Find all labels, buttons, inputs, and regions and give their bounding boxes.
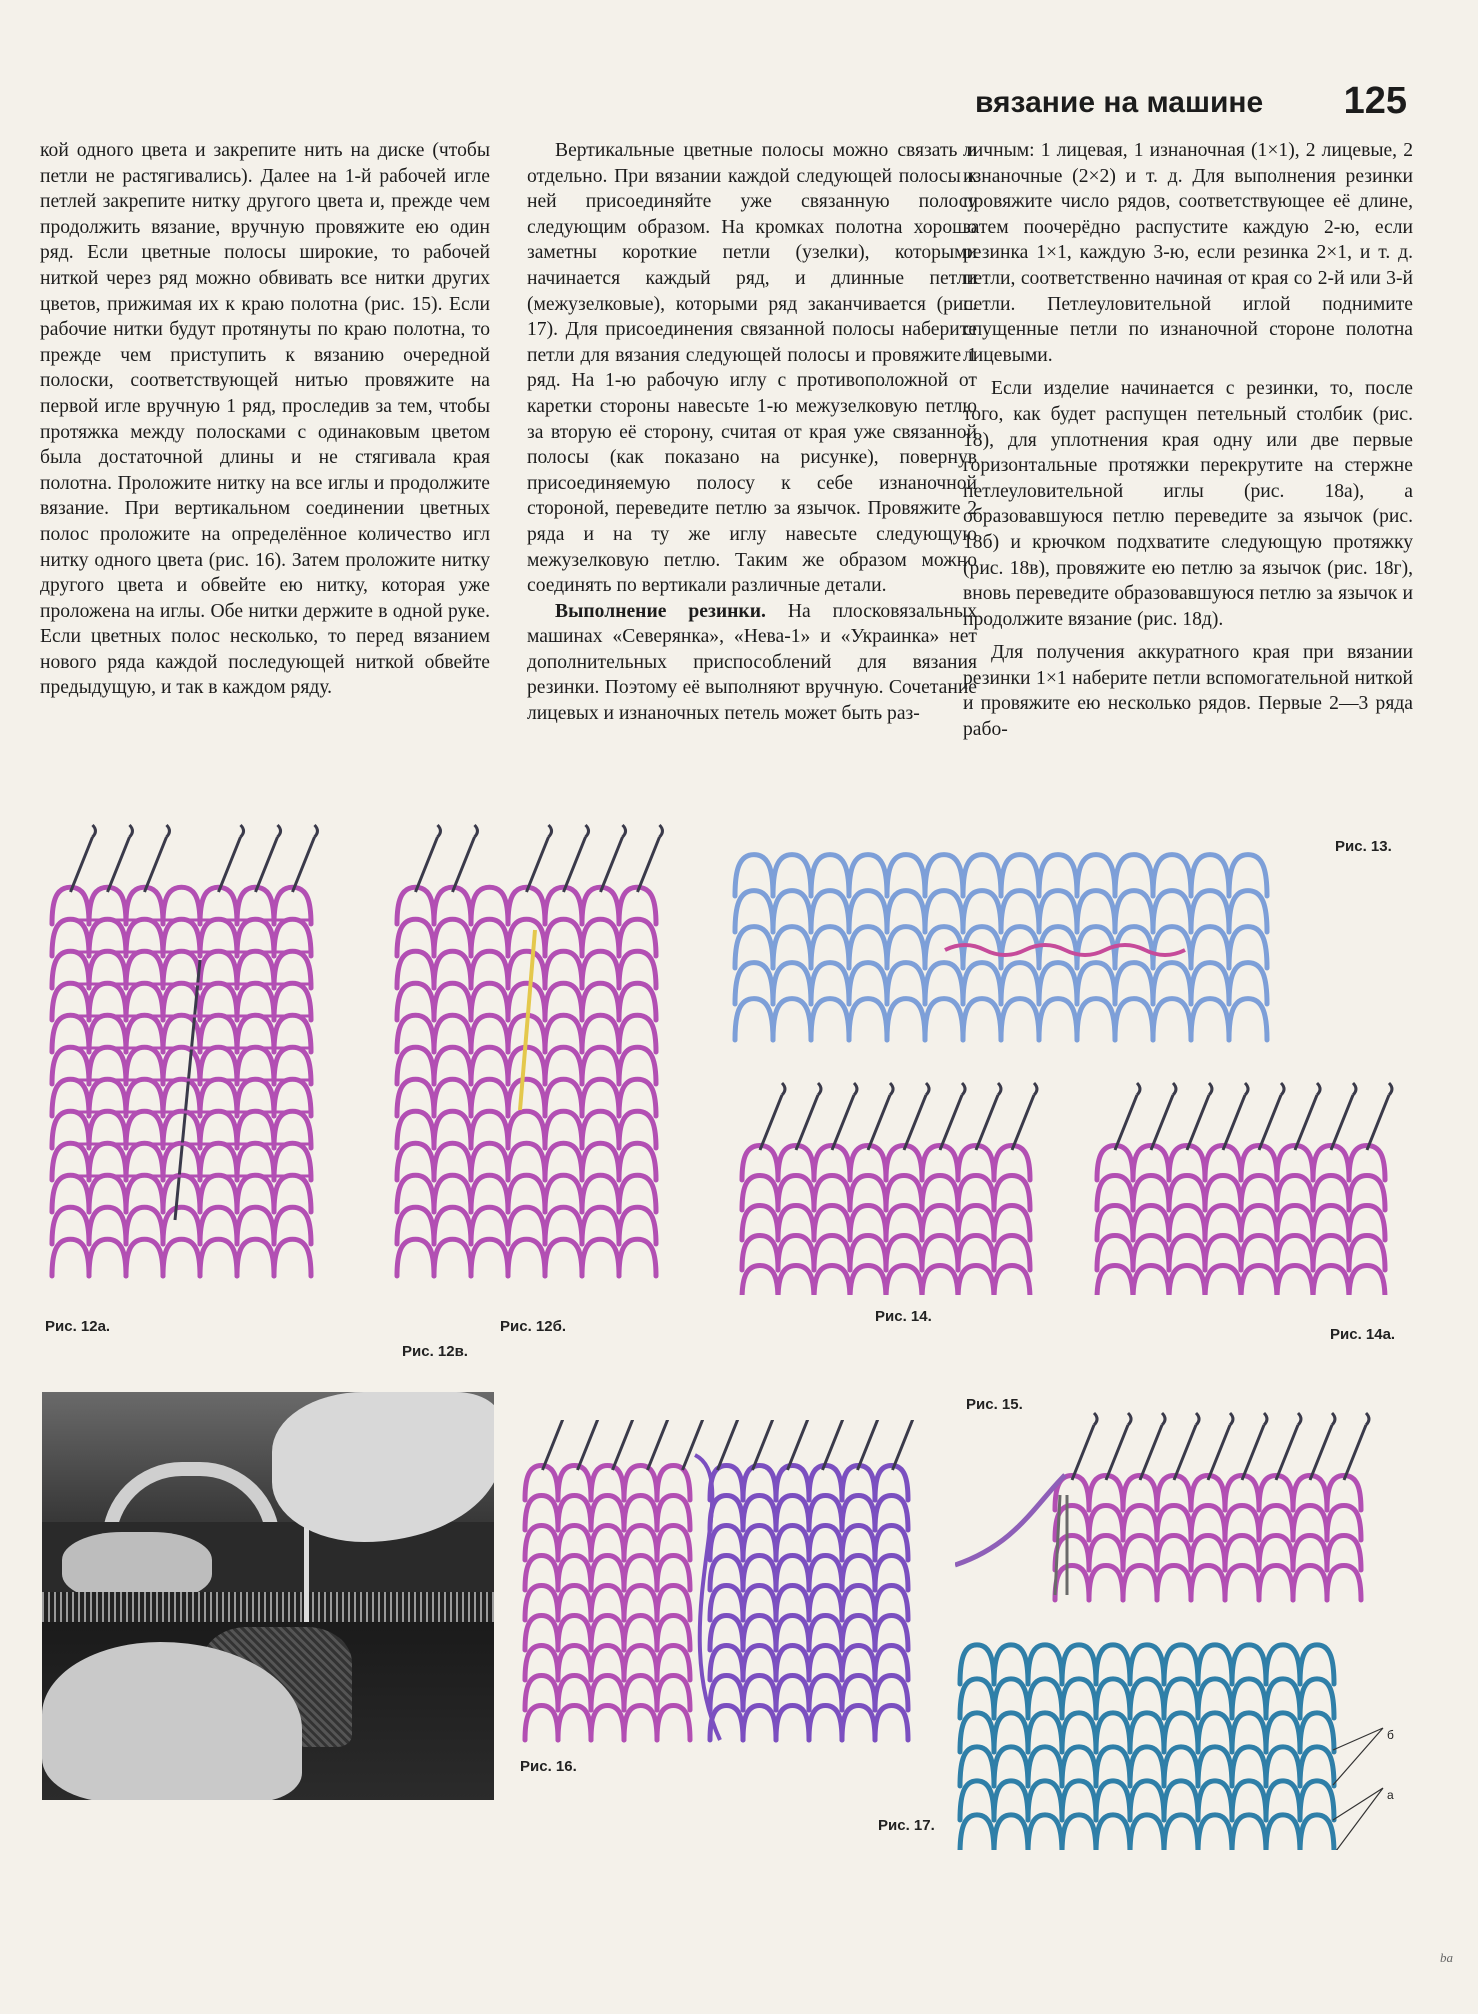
photo-knitting-machine: [42, 1392, 494, 1800]
needle: [71, 825, 96, 892]
paragraph: [527, 599, 977, 727]
stitch-loop: [842, 1706, 875, 1741]
needle: [1276, 1413, 1301, 1480]
needle: [1223, 1083, 1248, 1150]
stitch-loop: [52, 1239, 89, 1276]
stitch-loop: [1028, 1815, 1062, 1850]
stitch-loop: [850, 1266, 886, 1296]
figure-12b: [385, 820, 675, 1290]
needle: [976, 1083, 1001, 1150]
needle: [256, 825, 281, 892]
stitch-grid: [960, 1645, 1334, 1850]
stitch-loop: [1001, 999, 1039, 1040]
needle: [1242, 1413, 1267, 1480]
stitch-loop: [397, 1239, 434, 1276]
figure-14a: [1085, 1075, 1405, 1295]
figure-13: [725, 820, 1305, 1045]
needle: [527, 825, 552, 892]
stitch-loop: [89, 1239, 126, 1276]
stitch-loop: [809, 1706, 842, 1741]
stitch-loop: [994, 1266, 1030, 1296]
stitch-grid: [742, 1146, 1030, 1296]
stitch-loop: [1097, 1266, 1133, 1296]
stitch-loop: [849, 999, 887, 1040]
stitch-loop: [778, 1266, 814, 1296]
stitch-loop: [434, 1239, 471, 1276]
needle: [1367, 1083, 1392, 1150]
stitch-loop: [525, 1706, 558, 1741]
needle: [940, 1083, 965, 1150]
stitch-loop: [1039, 999, 1077, 1040]
stitch-loop: [1277, 1266, 1313, 1296]
stitch-loop: [1157, 1566, 1191, 1601]
stitch-loop: [1198, 1815, 1232, 1850]
paragraph: Вертикальные цветные полосы можно связать и отдельно. При вязании каждой следующей полосы к ней присоединяйте уже связанную полосу следующим образом. На кромках полотна хорошо заметны короткие петли (узелки), которыми начинается каждый ряд, и длинные петли (межузелковые), которыми ряд заканчивается (рис. 17). Для присоединения связанной полосы наберите петли для вязания следующей полосы и провяжите 1 ряд. На 1-ю рабочую иглу с противоположной от каретки стороны навесьте 1-ю межузелковую петлю за вторую её сторону, считая от края уже связанной полосы (как показано на рисунке), повернув присоединяемую полосу к себе изнаночной стороной, переведите петлю за язычок. Провяжите 2 ряда и на ту же иглу навесьте следующую межузелковую петлю. Таким же образом можно соединять по вертикали различные детали.: [527, 140, 977, 597]
needle: [753, 1420, 778, 1470]
stitch-loop: [1349, 1266, 1385, 1296]
needle: [718, 1420, 743, 1470]
stitch-loop: [1327, 1566, 1361, 1601]
needle: [564, 825, 589, 892]
stitch-grid: [1097, 1146, 1385, 1296]
stitch-loop: [558, 1706, 591, 1741]
text-column-3: [963, 138, 1413, 743]
caption-fig15: Рис. 15.: [966, 1396, 1023, 1413]
stitch-loop: [742, 1266, 778, 1296]
stitch-loop: [237, 1239, 274, 1276]
needle: [893, 1420, 918, 1470]
needle: [1174, 1413, 1199, 1480]
needle: [416, 825, 441, 892]
stitch-loop: [657, 1706, 690, 1741]
stitch-loop: [925, 999, 963, 1040]
stitch-loop: [1266, 1815, 1300, 1850]
caption-fig16: Рис. 16.: [520, 1758, 577, 1775]
pointer-lines: [1333, 1728, 1383, 1850]
needle: [1344, 1413, 1369, 1480]
stitch-loop: [1169, 1266, 1205, 1296]
needle: [453, 825, 478, 892]
stitch-loop: [958, 1266, 994, 1296]
stitch-loop: [1293, 1566, 1327, 1601]
figure-12a: [40, 820, 340, 1290]
needle: [601, 825, 626, 892]
needle: [1106, 1413, 1131, 1480]
caption-fig12a: Рис. 12а.: [45, 1318, 111, 1335]
needle: [760, 1083, 785, 1150]
needle-bed: [42, 1592, 494, 1622]
needle: [832, 1083, 857, 1150]
stitch-loop: [1191, 1566, 1225, 1601]
paragraph: личным: 1 лицевая, 1 изнаночная (1×1), 2 лицевые, 2 изнаночные (2×2) и т. д. Для выполнения резинки провяжите число рядов, соответствующее её длине, затем поочерёдно распустите каждую 2-ю, если резинка 1×1, каждую 3-ю, если резинка 2×1, и т. д. петли, соответственно начиная от края со 2-й или 3-й петли. Петлеуловительной иглой поднимите спущенные петли по изнаночной стороне полотна лицевыми.: [963, 140, 1413, 366]
needle: [904, 1083, 929, 1150]
needle: [1072, 1413, 1097, 1480]
stitch-loop: [1232, 1815, 1266, 1850]
page-number: 125: [1343, 80, 1407, 122]
figure-14: [730, 1075, 1050, 1295]
paragraph-text: На плосковязальных машинах «Северянка», «Нева-1» и «Украинка» нет дополнительных приспособлений для вязания резинки. Поэтому её выполняют вручную. Сочетание лицевых и изнаночных петель может быть раз-: [527, 600, 977, 725]
stitch-loop: [163, 1239, 200, 1276]
needle: [1259, 1083, 1284, 1150]
stitch-loop: [1055, 1566, 1089, 1601]
paragraph: кой одного цвета и закрепите нить на диске (чтобы петли не растягивались). Далее на 1-й рабочей игле петлей закрепите нитку другого цвета и, прежде чем продолжить вязание, вручную провяжите ею один ряд. Если цветные полосы широкие, то рабочей ниткой через ряд можно обвивать все нитки других цветов, прижимая их к краю полотна (рис. 15). Если рабочие нитки будут протянуты по краю полотна, то прежде чем приступить к вязанию очередной полоски, соответствующей нитью провяжите на первой игле вручную 1 ряд, проследив за тем, чтобы протяжка между полосками с одинаковым цветом была достаточной длины и не стягивала края полотна. Проложите нитку на все иглы и продолжите вязание. При вертикальном соединении цветных полос проложите на определённое количество игл нитку одного цвета (рис. 16). Затем проложите нитку другого цвета и обвейте ею нитку, которая уже проложена на иглы. Обе нитки держите в одной руке. Если цветных полос несколько, то перед вязанием нового ряда каждой последующей ниткой обвейте предыдущую, и так в каждом ряду.: [40, 140, 490, 699]
stitch-loop: [1191, 999, 1229, 1040]
stitch-loop: [886, 1266, 922, 1296]
needle: [613, 1420, 638, 1470]
stitch-loop: [1225, 1566, 1259, 1601]
needle: [1187, 1083, 1212, 1150]
subheading: Выполнение резинки.: [555, 600, 766, 622]
stitch-loop: [875, 1706, 908, 1741]
stitch-grid: [735, 855, 1267, 1040]
caption-fig13: Рис. 13.: [1335, 838, 1392, 855]
stitch-loop: [545, 1239, 582, 1276]
needle: [1295, 1083, 1320, 1150]
needle: [1310, 1413, 1335, 1480]
stitch-loop: [1259, 1566, 1293, 1601]
stitch-loop: [776, 1706, 809, 1741]
figure-16-17: [515, 1420, 925, 1750]
needle: [638, 825, 663, 892]
stitch-loop: [994, 1815, 1028, 1850]
needle: [1331, 1083, 1356, 1150]
needle: [1151, 1083, 1176, 1150]
stitch-loop: [274, 1239, 311, 1276]
stitch-loop: [1089, 1566, 1123, 1601]
stitch-loop: [814, 1266, 850, 1296]
stitch-loop: [619, 1239, 656, 1276]
figure-rib-fabric: [955, 1620, 1415, 1850]
stitch-loop: [1133, 1266, 1169, 1296]
stitch-loop: [922, 1266, 958, 1296]
needle: [543, 1420, 568, 1470]
stitch-loop: [963, 999, 1001, 1040]
figure-15: [955, 1385, 1415, 1605]
stitch-grid: [397, 887, 656, 1276]
stitch-loop: [591, 1706, 624, 1741]
stitch-loop: [735, 999, 773, 1040]
needle: [868, 1083, 893, 1150]
stitch-grid: [525, 1466, 690, 1741]
stitch-loop: [471, 1239, 508, 1276]
stitch-loop: [1115, 999, 1153, 1040]
stitch-loop: [887, 999, 925, 1040]
stitch-loop: [1164, 1815, 1198, 1850]
caption-fig12b: Рис. 12б.: [500, 1318, 567, 1335]
stitch-loop: [1300, 1815, 1334, 1850]
stitch-grid: [52, 887, 311, 1276]
needle: [1012, 1083, 1037, 1150]
stitch-loop: [1077, 999, 1115, 1040]
caption-fig17: Рис. 17.: [878, 1817, 935, 1834]
working-thread: [955, 1475, 1065, 1565]
paragraph: Для получения аккуратного края при вязании резинки 1×1 наберите петли вспомогательной ниткой и провяжите ею несколько рядов. Первые 2—3 ряда рабо-: [963, 642, 1413, 741]
stitch-loop: [1205, 1266, 1241, 1296]
stitch-loop: [1062, 1815, 1096, 1850]
text-column-2: [527, 138, 977, 727]
caption-fig14: Рис. 14.: [875, 1308, 932, 1325]
stitch-loop: [773, 999, 811, 1040]
needle: [1140, 1413, 1165, 1480]
stitch-loop: [1096, 1815, 1130, 1850]
stitch-loop: [624, 1706, 657, 1741]
needle: [578, 1420, 603, 1470]
stitch-loop: [200, 1239, 237, 1276]
corner-mark: ba: [1440, 1950, 1453, 1965]
section-title: вязание на машине: [975, 86, 1264, 119]
stitch-loop: [811, 999, 849, 1040]
paragraph: Если изделие начинается с резинки, то, после того, как будет распущен петельный столбик (рис. 18), для уплотнения края одну или две первые горизонтальные протяжки перекрутите на стержне петлеуловительной иглы (рис. 18а), а образовавшуюся петлю переведите за язычок (рис. 18б) и крючком подхватите следующую протяжку (рис. 18в), провяжите ею петлю за язычок (рис. 18г), вновь переведите образовавшуюся петлю за язычок и продолжите вязание (рис. 18д).: [963, 378, 1413, 630]
stitch-loop: [1313, 1266, 1349, 1296]
stitch-loop: [508, 1239, 545, 1276]
stitch-loop: [1123, 1566, 1157, 1601]
stitch-loop: [960, 1815, 994, 1850]
needle: [788, 1420, 813, 1470]
needle: [145, 825, 170, 892]
stitch-grid: [1055, 1476, 1361, 1601]
stitch-loop: [743, 1706, 776, 1741]
page-header: [975, 80, 1415, 130]
needle: [1115, 1083, 1140, 1150]
needle: [796, 1083, 821, 1150]
label-b: б: [1387, 1728, 1394, 1742]
caption-fig12v: Рис. 12в.: [402, 1343, 468, 1360]
stitch-loop: [1229, 999, 1267, 1040]
stitch-grid: [710, 1466, 908, 1741]
label-a: а: [1387, 1788, 1394, 1802]
stitch-loop: [1153, 999, 1191, 1040]
needle: [823, 1420, 848, 1470]
stitch-loop: [1130, 1815, 1164, 1850]
hand-upper: [272, 1392, 494, 1542]
needle: [219, 825, 244, 892]
needle: [108, 825, 133, 892]
stitch-loop: [582, 1239, 619, 1276]
text-column-1: [40, 138, 490, 701]
needle: [858, 1420, 883, 1470]
needle: [293, 825, 318, 892]
stitch-loop: [126, 1239, 163, 1276]
needle: [1208, 1413, 1233, 1480]
needle: [648, 1420, 673, 1470]
caption-fig14a: Рис. 14а.: [1330, 1326, 1396, 1343]
stitch-loop: [1241, 1266, 1277, 1296]
